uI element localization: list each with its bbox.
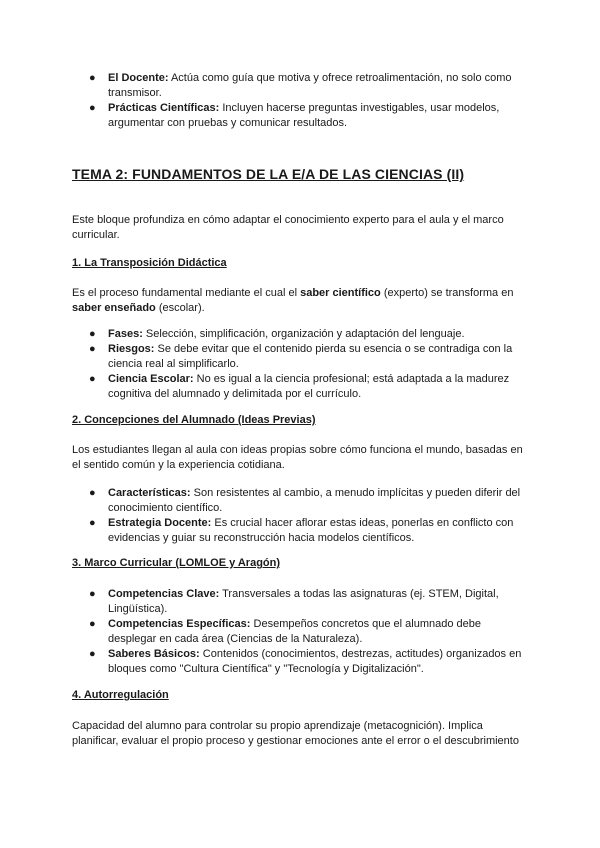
item-text: Actúa como guía que motiva y ofrece retroalimentación, no solo como transmisor. xyxy=(108,72,512,99)
top-bullet-list xyxy=(72,71,532,131)
item-term: Competencias Clave: xyxy=(108,588,220,600)
list-item: ● Prácticas Científicas: Incluyen hacerse preguntas investigables, usar modelos, argumentar con pruebas y comunicar resultados. xyxy=(89,102,500,129)
item-term: Fases: xyxy=(108,328,143,340)
item-term: Competencias Específicas: xyxy=(108,618,251,630)
list-item: ● Riesgos: Se debe evitar que el contenido pierda su esencia o se contradiga con la ciencia real al simplificarlo. xyxy=(89,343,513,370)
item-term: Riesgos: xyxy=(108,343,155,355)
tema-title: TEMA 2: FUNDAMENTOS DE LA E/A DE LAS CIENCIAS (II) xyxy=(72,166,465,182)
section-4-paragraph: Capacidad del alumno para controlar su propio aprendizaje (metacognición). Implica planificar, evaluar el propio proceso y gestionar emociones ante el error o el descubrimiento xyxy=(72,720,519,747)
item-text: Contenidos (conocimientos, destrezas, actitudes) organizados en bloques como "Cultura Científica" y "Tecnología y Digitalización". xyxy=(108,648,522,675)
intro-paragraph: Este bloque profundiza en cómo adaptar el conocimiento experto para el aula y el marco curricular. xyxy=(72,214,504,241)
section-3-list xyxy=(72,587,532,677)
item-text: Desempeños concretos que el alumnado debe desplegar en cada área (Ciencias de la Naturaleza). xyxy=(108,618,481,645)
item-text: Transversales a todas las asignaturas (ej. STEM, Digital, Lingüística). xyxy=(108,588,499,615)
item-text: No es igual a la ciencia profesional; está adaptada a la madurez cognitiva del alumnado y delimitada por el currículo. xyxy=(108,373,510,400)
item-term: El Docente: xyxy=(108,72,169,84)
section-1-list xyxy=(72,327,532,402)
list-item: ● Estrategia Docente: Es crucial hacer aflorar estas ideas, ponerlas en conflicto con evidencias y guiar su reconstrucción hacia modelos científicos. xyxy=(89,517,514,544)
section-2-list xyxy=(72,486,532,546)
list-item: ● Saberes Básicos: Contenidos (conocimientos, destrezas, actitudes) organizados en bloques como "Cultura Científica" y "Tecnología y Digitalización". xyxy=(89,648,522,675)
item-text: Selección, simplificación, organización y adaptación del lenguaje. xyxy=(142,328,465,340)
item-text: Se debe evitar que el contenido pierda su esencia o se contradiga con la ciencia real al simplificarlo. xyxy=(108,343,513,370)
item-term: Prácticas Científicas: xyxy=(108,102,220,114)
item-text: Son resistentes al cambio, a menudo implícitas y pueden diferir del conocimiento científico. xyxy=(108,487,521,514)
section-3-heading: 3. Marco Curricular (LOMLOE y Aragón) xyxy=(72,557,281,569)
item-term: Características: xyxy=(108,487,191,499)
list-item: ● El Docente: Actúa como guía que motiva y ofrece retroalimentación, no solo como transmisor. xyxy=(89,72,512,99)
list-item: ● Ciencia Escolar: No es igual a la ciencia profesional; está adaptada a la madurez cognitiva del alumnado y delimitada por el currículo. xyxy=(89,373,510,400)
item-term: Ciencia Escolar: xyxy=(108,373,194,385)
list-item: ● Características: Son resistentes al cambio, a menudo implícitas y pueden diferir del conocimiento científico. xyxy=(89,487,521,514)
section-2-heading: 2. Concepciones del Alumnado (Ideas Previas) xyxy=(72,414,316,426)
section-2-paragraph: Los estudiantes llegan al aula con ideas propias sobre cómo funciona el mundo, basadas en el sentido común y la experiencia cotidiana. xyxy=(72,444,523,471)
section-4-heading: 4. Autorregulación xyxy=(72,689,169,701)
section-1-heading: 1. La Transposición Didáctica xyxy=(72,257,227,269)
item-text: Incluyen hacerse preguntas investigables, usar modelos, argumentar con pruebas y comunicar resultados. xyxy=(108,102,500,129)
item-text: Es crucial hacer aflorar estas ideas, ponerlas en conflicto con evidencias y guiar su reconstrucción hacia modelos científicos. xyxy=(108,517,514,544)
list-item: ● Fases: Selección, simplificación, organización y adaptación del lenguaje. xyxy=(89,328,465,340)
item-term: Estrategia Docente: xyxy=(108,517,212,529)
list-item: ● Competencias Clave: Transversales a todas las asignaturas (ej. STEM, Digital, Lingüística). xyxy=(89,588,499,615)
section-1-paragraph: Es el proceso fundamental mediante el cual el saber científico (experto) se transforma en saber enseñado (escolar). xyxy=(72,287,514,314)
item-term: Saberes Básicos: xyxy=(108,648,200,660)
list-item: ● Competencias Específicas: Desempeños concretos que el alumnado debe desplegar en cada área (Ciencias de la Naturaleza). xyxy=(89,618,481,645)
